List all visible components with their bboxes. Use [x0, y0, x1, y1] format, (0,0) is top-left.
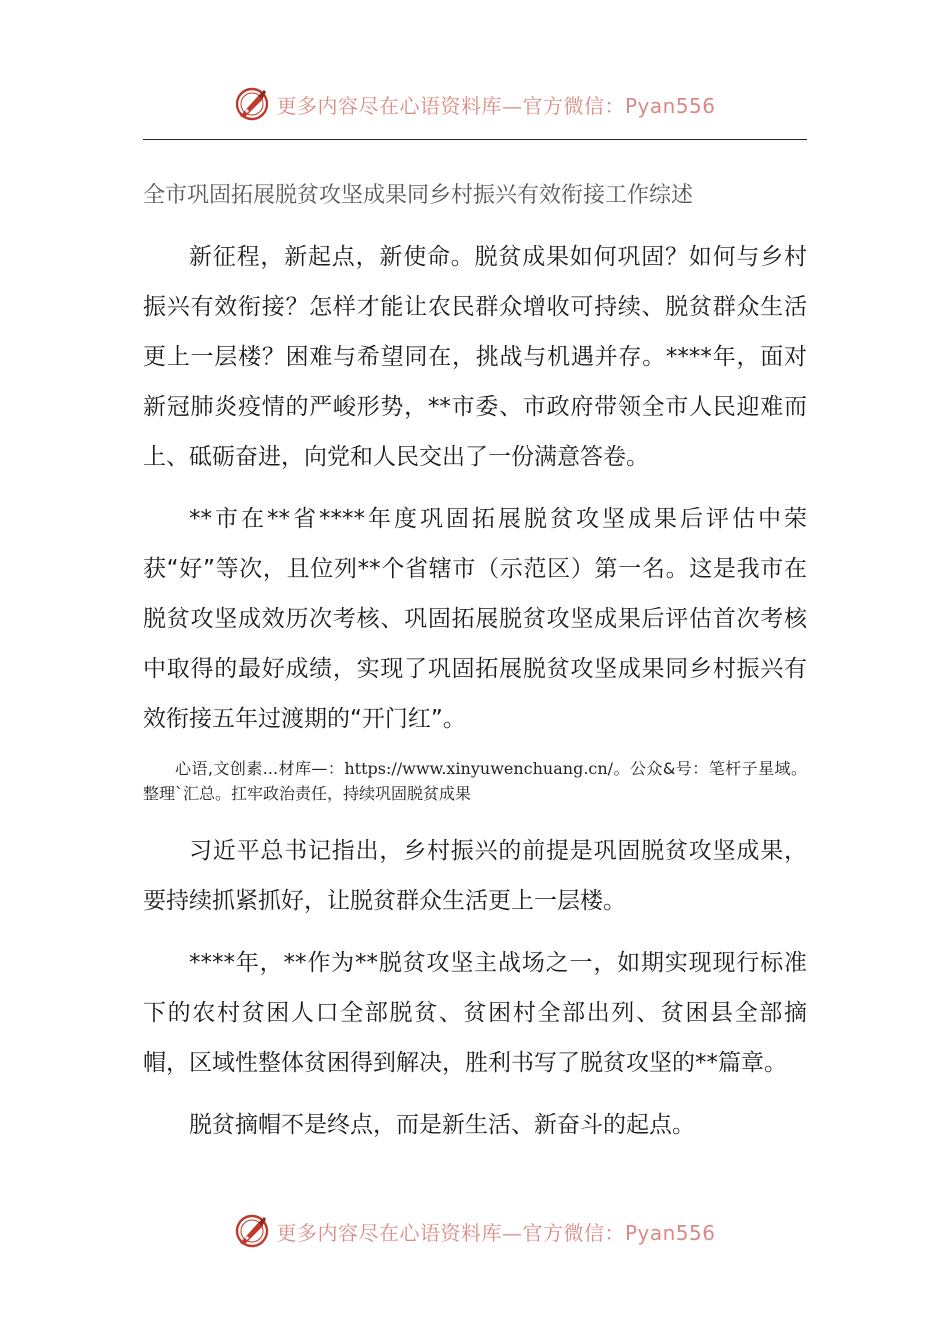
- note-url: https://www.xinyuwenchuang.cn/: [344, 759, 614, 778]
- header-banner: [0, 82, 950, 126]
- document-body: [143, 232, 807, 1162]
- paragraph-4: ****年，**作为**脱贫攻坚主战场之一，如期实现现行标准下的农村贫困人口全部脱贫、贫困村全部出列、贫困县全部摘帽，区域性整体贫困得到解决，胜利书写了脱贫攻坚的**篇章。: [143, 950, 807, 1076]
- paragraph-2: **市在**省****年度巩固拓展脱贫攻坚成果后评估中荣获“好”等次，且位列**个省辖市（示范区）第一名。这是我市在脱贫攻坚成效历次考核、巩固拓展脱贫攻坚成果后评估首次考核中取得的最好成绩，实现了巩固拓展脱贫攻坚成果同乡村振兴有效衔接五年过渡期的“开门红”。: [143, 506, 807, 732]
- banner-wechat-label: 官方微信：: [522, 93, 625, 118]
- note-suffix: 。公众&号：笔杆子星域。整理`汇总。扛牢政治责任，持续巩固脱贫成果: [143, 759, 807, 803]
- header-divider: [143, 139, 807, 140]
- header-banner-content: [234, 86, 715, 122]
- pen-nib-icon: [234, 1213, 270, 1249]
- footer-banner: [0, 1209, 950, 1253]
- paragraph-3: 习近平总书记指出，乡村振兴的前提是巩固脱贫攻坚成果，要持续抓紧抓好，让脱贫群众生活更上一层楼。: [143, 838, 807, 914]
- footer-banner-content: [234, 1213, 715, 1249]
- footer-banner-text: [276, 1217, 715, 1246]
- source-note: [143, 756, 807, 806]
- pen-nib-icon: [234, 86, 270, 122]
- banner-separator: —: [501, 1220, 523, 1245]
- paragraph-5: 脱贫摘帽不是终点，而是新生活、新奋斗的起点。: [189, 1112, 695, 1138]
- paragraph-1: 新征程，新起点，新使命。脱贫成果如何巩固？如何与乡村振兴有效衔接？怎样才能让农民群众增收可持续、脱贫群众生活更上一层楼？困难与希望同在，挑战与机遇并存。****年，面对新冠肺炎疫情的严峻形势，**市委、市政府带领全市人民迎难而上、砥砺奋进，向党和人民交出了一份满意答卷。: [143, 244, 807, 470]
- banner-wechat-id: Pyan556: [624, 1220, 716, 1245]
- note-prefix: 心语,文创素...材库—：: [175, 759, 345, 778]
- document-title: 全市巩固拓展脱贫攻坚成果同乡村振兴有效衔接工作综述: [143, 183, 694, 208]
- banner-wechat-label: 官方微信：: [522, 1220, 625, 1245]
- banner-separator: —: [501, 93, 523, 118]
- banner-slogan: 更多内容尽在心语资料库: [276, 1220, 502, 1245]
- banner-wechat-id: Pyan556: [624, 93, 716, 118]
- banner-slogan: 更多内容尽在心语资料库: [276, 93, 502, 118]
- header-banner-text: [276, 90, 715, 119]
